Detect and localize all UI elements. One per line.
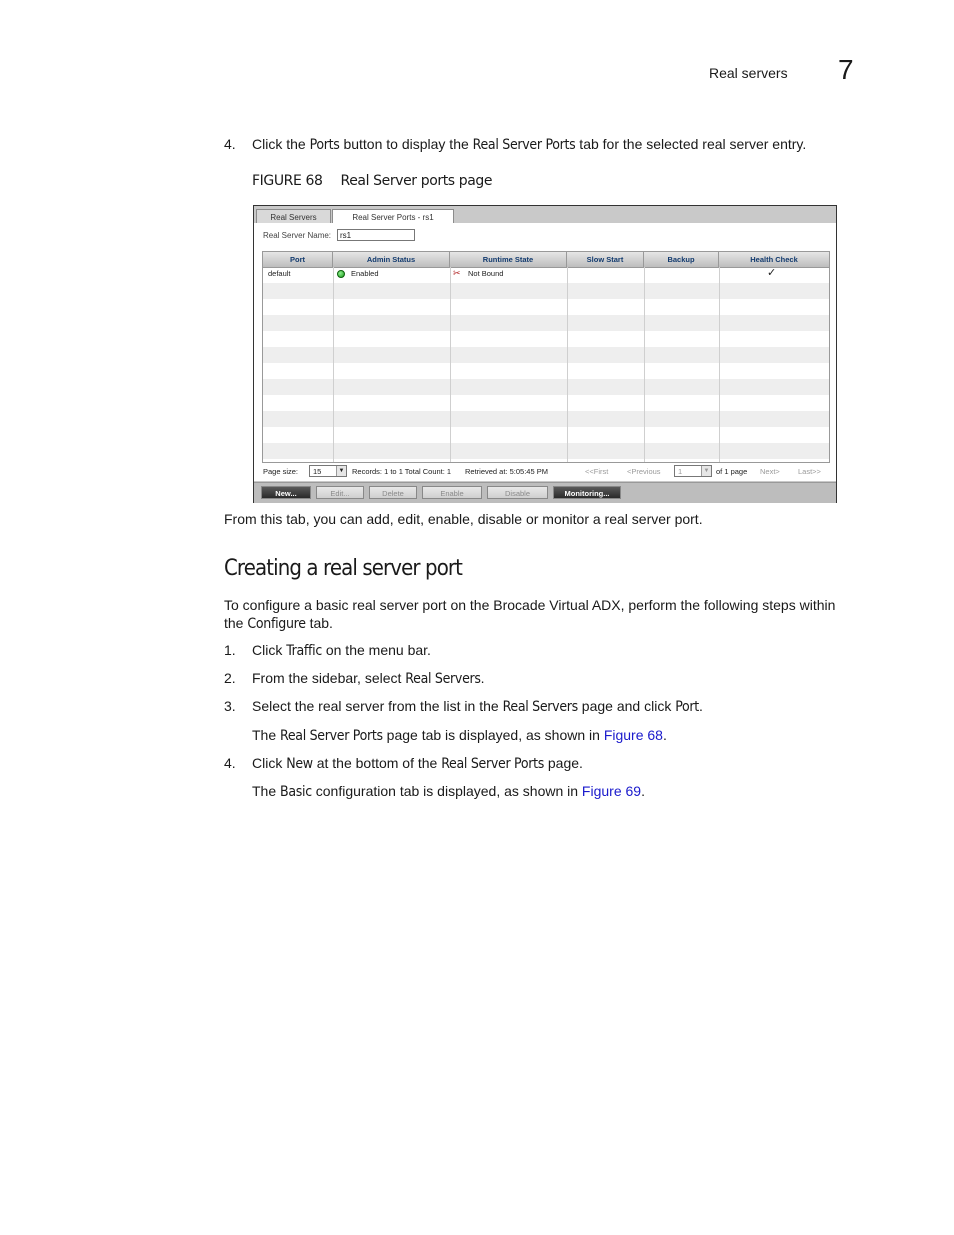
- records-count: Records: 1 to 1 Total Count: 1: [352, 467, 452, 476]
- step-text: Click New at the bottom of the Real Server Ports page.: [252, 755, 583, 772]
- empty-row: [263, 363, 829, 379]
- monitoring-button[interactable]: Monitoring...: [553, 486, 621, 499]
- table-row[interactable]: [263, 267, 829, 283]
- previous-page-link[interactable]: <Previous: [627, 467, 661, 476]
- dropdown-arrow-icon: ▼: [336, 466, 346, 476]
- empty-row: [263, 299, 829, 315]
- grid-header: [263, 252, 829, 268]
- col-header-slow-start[interactable]: Slow Start: [567, 252, 644, 267]
- tab-panel: [254, 223, 836, 481]
- col-divider: [450, 267, 451, 462]
- col-divider: [567, 267, 568, 462]
- col-header-health-check[interactable]: Health Check: [750, 255, 798, 264]
- cell-runtime-state: Not Bound: [468, 269, 504, 278]
- new-button[interactable]: New...: [261, 486, 311, 499]
- step-number: 2.: [224, 670, 236, 686]
- empty-row: [263, 347, 829, 363]
- last-page-link[interactable]: Last>>: [798, 467, 821, 476]
- not-bound-plug-icon: ✂: [453, 268, 461, 278]
- tab-bar: [254, 206, 836, 224]
- section-heading: Creating a real server port: [224, 556, 463, 581]
- step-text: Click the Ports button to display the Real Server Ports tab for the selected real server entry.: [252, 136, 807, 153]
- cell-port: default: [268, 269, 291, 278]
- step-number: 3.: [224, 698, 236, 714]
- edit-button[interactable]: Edit...: [316, 486, 364, 499]
- figure-caption: [252, 173, 492, 189]
- real-server-name-field[interactable]: rs1: [337, 229, 415, 241]
- step-result-note: The Basic configuration tab is displayed, as shown in Figure 69.: [252, 783, 645, 800]
- intro-line-1: To configure a basic real server port on the Brocade Virtual ADX, perform the following steps within: [224, 597, 836, 613]
- enable-button[interactable]: Enable: [422, 486, 482, 499]
- retrieved-time: Retrieved at: 5:05:45 PM: [465, 467, 548, 476]
- running-header-title: Real servers: [709, 65, 788, 81]
- figure-title: Real Server ports page: [340, 173, 493, 189]
- figure-69-link[interactable]: Figure 69: [581, 783, 642, 799]
- col-divider: [333, 267, 334, 462]
- step-number: 4.: [224, 755, 236, 771]
- enabled-status-icon: [337, 270, 345, 278]
- page-size-label: Page size:: [263, 467, 299, 476]
- empty-row: [263, 411, 829, 427]
- empty-row: [263, 427, 829, 443]
- tab-real-servers[interactable]: Real Servers: [256, 209, 331, 224]
- next-page-link[interactable]: Next>: [760, 467, 780, 476]
- empty-row: [263, 395, 829, 411]
- page-number-select[interactable]: 1 ▼: [674, 465, 712, 477]
- col-header-runtime-state[interactable]: Runtime State: [450, 252, 567, 267]
- figure-68-link[interactable]: Figure 68: [603, 727, 663, 743]
- col-header-backup[interactable]: Backup: [644, 252, 719, 267]
- col-header-port[interactable]: Port: [263, 252, 333, 267]
- cell-admin-status: Enabled: [351, 269, 379, 278]
- step-text: Select the real server from the list in the Real Servers page and click Port.: [252, 698, 703, 715]
- figure-label: FIGURE 68: [252, 173, 323, 189]
- step-number: 4.: [224, 136, 236, 152]
- intro-line-2: the Configure tab.: [224, 615, 333, 632]
- col-header-admin-status[interactable]: Admin Status: [333, 252, 450, 267]
- tab-real-server-ports[interactable]: Real Server Ports - rs1: [332, 209, 454, 224]
- step-text: From the sidebar, select Real Servers.: [252, 670, 485, 687]
- empty-row: [263, 283, 829, 299]
- page-count: of 1 page: [716, 467, 748, 476]
- figure-description: From this tab, you can add, edit, enable, disable or monitor a real server port.: [224, 511, 703, 527]
- real-server-ports-screenshot: [253, 205, 837, 503]
- checkmark-icon: ✓: [767, 267, 777, 279]
- step-text: Click Traffic on the menu bar.: [252, 642, 431, 659]
- delete-button[interactable]: Delete: [369, 486, 417, 499]
- step-number: 1.: [224, 642, 236, 658]
- empty-row: [263, 443, 829, 459]
- ports-grid: [262, 251, 830, 463]
- real-server-name-label: Real Server Name:: [263, 231, 332, 240]
- col-divider: [644, 267, 645, 462]
- first-page-link[interactable]: <<First: [585, 467, 609, 476]
- dropdown-arrow-icon: ▼: [701, 466, 711, 476]
- empty-row: [263, 331, 829, 347]
- chapter-number: 7: [838, 54, 854, 85]
- empty-row: [263, 315, 829, 331]
- col-divider: [719, 267, 720, 462]
- pagination-bar: [254, 464, 836, 480]
- page-size-select[interactable]: 15 ▼: [309, 465, 347, 477]
- empty-row: [263, 379, 829, 395]
- action-button-bar: [254, 482, 836, 503]
- step-result-note: The Real Server Ports page tab is displayed, as shown in Figure 68.: [252, 727, 667, 744]
- disable-button[interactable]: Disable: [487, 486, 548, 499]
